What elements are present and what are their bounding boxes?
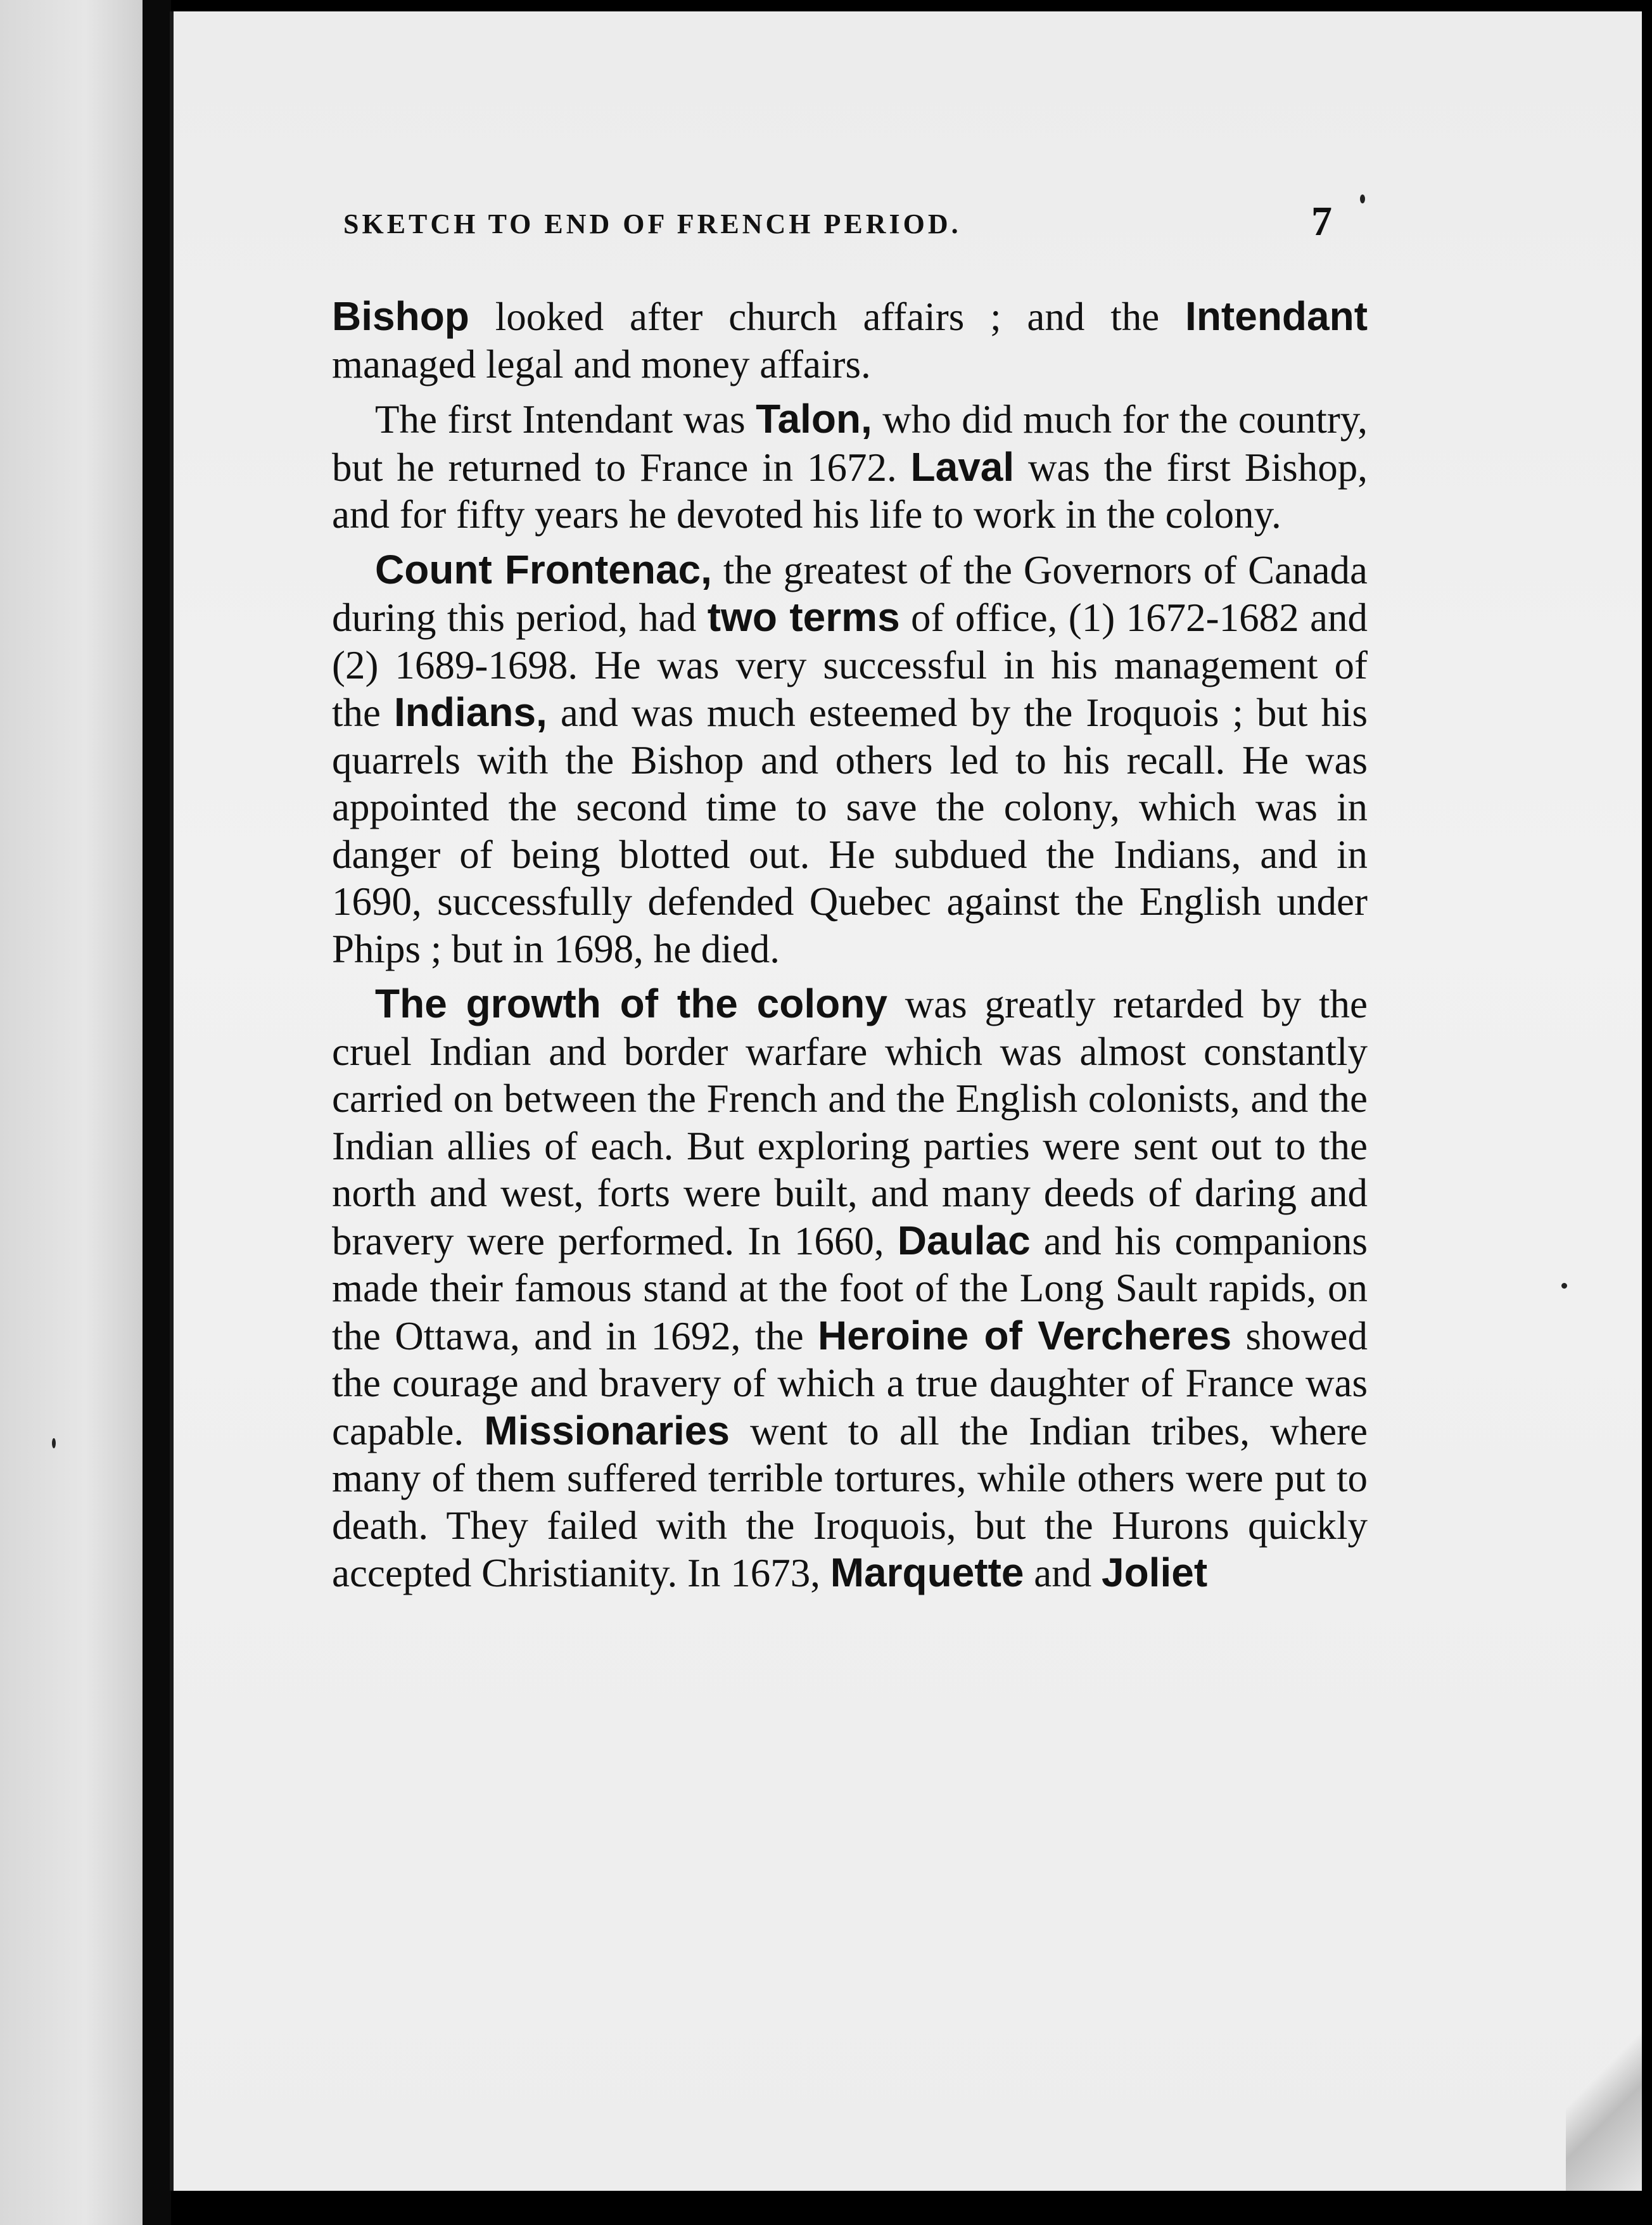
emphasized-term: Laval	[910, 443, 1015, 490]
emphasized-term: Daulac	[897, 1217, 1031, 1263]
emphasized-term: Intendant	[1185, 293, 1368, 339]
text-run: and	[1024, 1551, 1102, 1595]
emphasized-term: Bishop	[332, 293, 469, 339]
emphasized-term: Heroine of Vercheres	[817, 1312, 1232, 1358]
text-run: managed legal and money affairs.	[332, 341, 871, 386]
paragraph	[332, 980, 1368, 1597]
emphasized-term: two terms	[707, 594, 900, 640]
text-run: and his companions made their famous stand at the foot of the Long Sault rapids, on the Ottawa, and in 1692, the	[332, 1218, 1368, 1358]
book-gutter	[143, 0, 171, 2225]
page-number: 7	[1311, 198, 1332, 245]
speck-mark	[52, 1438, 56, 1448]
text-run: showed the courage and bravery of which a true daughter of France was capable.	[332, 1313, 1368, 1453]
emphasized-term: Missionaries	[484, 1407, 730, 1453]
text-run: who did much for the country, but he returned to France in 1672.	[332, 397, 1368, 490]
speck-mark	[1561, 1283, 1567, 1289]
emphasized-term: Count Frontenac,	[375, 546, 712, 592]
text-run: The first Intendant was	[375, 397, 756, 442]
paragraph	[332, 546, 1368, 973]
text-run: and was much esteemed by the Iroquois ; but his quarrels with the Bishop and others led to his recall. He was appointed the second time to save the colony, which was in danger of being blotted out. He subdued the Indians, and in 1690, successfully defended Quebec against the English under Phips ; but in 1698, he died.	[332, 691, 1368, 971]
text-run: was greatly retarded by the cruel Indian and border warfare which was almost constantly carried on between the French and the English colonists, and the Indian allies of each. But exploring parties were sent out to the north and west, forts were built, and many deeds of daring and bravery were performed. In 1660,	[332, 982, 1368, 1263]
body-text	[332, 293, 1368, 1597]
speck-mark	[1360, 194, 1365, 203]
facing-page-edge	[0, 0, 143, 2225]
text-run: the greatest of the Governors of Canada during this period, had	[332, 547, 1368, 640]
text-run: was the first Bishop, and for fifty years he devoted his life to work in the colony.	[332, 445, 1368, 537]
emphasized-term: The growth of the colony	[375, 981, 887, 1026]
emphasized-term: Marquette	[830, 1550, 1024, 1595]
emphasized-term: Joliet	[1101, 1550, 1208, 1595]
emphasized-term: Talon,	[756, 396, 872, 442]
text-run: went to all the Indian tribes, where many of them suffered terrible tortures, while others were put to death. They failed with the Iroquois, but the Hurons quickly accepted Christianity. In 1673,	[332, 1408, 1368, 1595]
running-head: SKETCH TO END OF FRENCH PERIOD.	[343, 208, 962, 239]
paragraph	[332, 293, 1368, 388]
text-run: of office, (1) 1672-1682 and (2) 1689-1698. He was very successful in his management of the	[332, 596, 1368, 735]
text-run: looked after church affairs ; and the	[469, 295, 1186, 339]
emphasized-term: Indians,	[394, 689, 547, 735]
page-corner-fold	[1566, 2001, 1642, 2191]
paragraph	[332, 395, 1368, 539]
